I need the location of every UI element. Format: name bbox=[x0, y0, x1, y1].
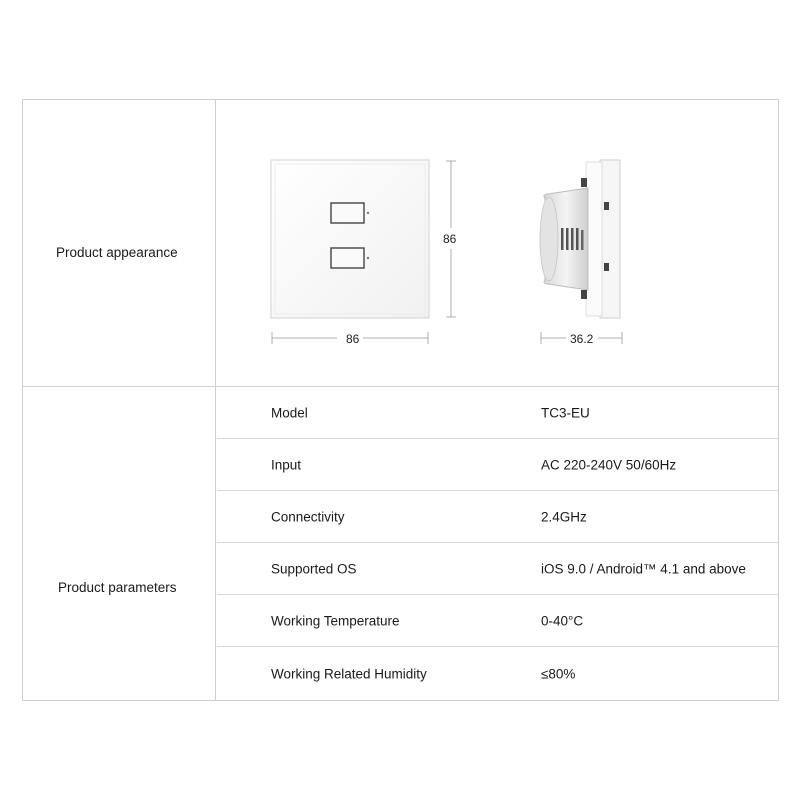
param-row-connectivity bbox=[217, 491, 778, 543]
param-name: Supported OS bbox=[271, 561, 357, 576]
param-value: ≤80% bbox=[541, 666, 576, 681]
param-name: Input bbox=[271, 457, 302, 472]
param-row-model bbox=[217, 387, 778, 439]
parameters-label: Product parameters bbox=[58, 580, 177, 595]
height-dimension-label: 86 bbox=[443, 232, 457, 246]
param-value: TC3-EU bbox=[541, 405, 590, 420]
param-value: 2.4GHz bbox=[541, 509, 587, 524]
front-panel bbox=[271, 160, 429, 318]
param-value: iOS 9.0 / Android™ 4.1 and above bbox=[541, 561, 746, 576]
param-row-humidity bbox=[217, 647, 778, 700]
appearance-label: Product appearance bbox=[56, 245, 178, 260]
param-row-supported-os bbox=[217, 543, 778, 595]
param-value: 0-40°C bbox=[541, 613, 584, 628]
param-value: AC 220-240V 50/60Hz bbox=[541, 457, 677, 472]
param-name: Working Related Humidity bbox=[271, 666, 427, 681]
width-dimension-label: 86 bbox=[346, 332, 360, 346]
column-divider bbox=[215, 99, 216, 701]
touch-button-1 bbox=[331, 203, 364, 223]
param-row-input bbox=[217, 439, 778, 491]
param-name: Working Temperature bbox=[271, 613, 400, 628]
product-illustration bbox=[260, 150, 640, 350]
param-name: Connectivity bbox=[271, 509, 345, 524]
touch-button-2 bbox=[331, 248, 364, 268]
depth-dimension-label: 36.2 bbox=[570, 332, 594, 346]
side-view bbox=[540, 160, 620, 318]
param-name: Model bbox=[271, 405, 308, 420]
param-row-working-temperature bbox=[217, 595, 778, 647]
